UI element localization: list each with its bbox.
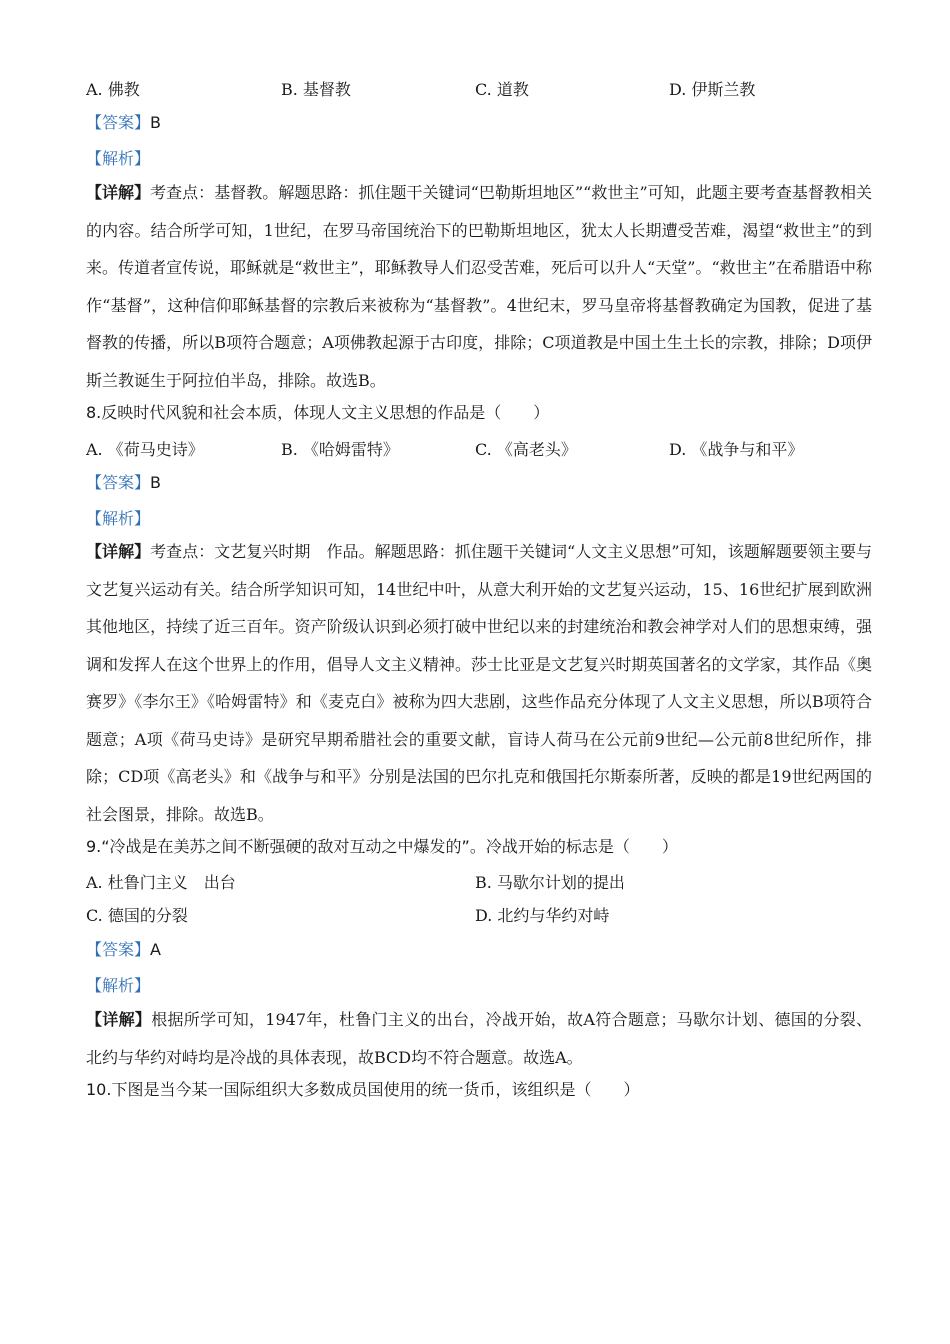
q7-option-b: B. 基督教 [281, 80, 351, 99]
q7-answer [86, 113, 161, 133]
q9-answer [86, 940, 161, 960]
q8-option-c: C. 《高老头》 [475, 440, 577, 459]
answer-value: A [150, 940, 161, 959]
q8-question: 8.反映时代风貌和社会本质，体现人文主义思想的作品是（ ） [86, 403, 550, 422]
q9-detail [86, 1001, 872, 1076]
q9-option-d: D. 北约与华约对峙 [475, 906, 610, 925]
q7-detail [86, 174, 872, 399]
q8-analysis-tag: 【解析】 [86, 509, 151, 528]
q8-option-b: B. 《哈姆雷特》 [281, 440, 399, 459]
detail-tag: 【详解】 [86, 183, 151, 202]
q9-option-b: B. 马歇尔计划的提出 [475, 873, 625, 892]
answer-value: B [150, 113, 161, 132]
q10-question: 10.下图是当今某一国际组织大多数成员国使用的统一货币，该组织是（ ） [86, 1080, 640, 1099]
detail-text: 考查点：基督教。解题思路：抓住题干关键词“巴勒斯坦地区”“救世主”可知，此题主要考查基督教相关的内容。结合所学可知，1世纪，在罗马帝国统治下的巴勒斯坦地区，犹太人长期遭受苦难，渴望“救世主”的到来。传道者宣传说，耶稣就是“救世主”，耶稣教导人们忍受苦难，死后可以升人“天堂”。“救世主”在希腊语中称作“基督”，这种信仰耶稣基督的宗教后来被称为“基督教”。4世纪末，罗马皇帝将基督教确定为国教，促进了基督教的传播，所以B项符合题意；A项佛教起源于古印度，排除；C项道教是中国土生土长的宗教，排除；D项伊斯兰教诞生于阿拉伯半岛，排除。故选B。 [86, 183, 872, 390]
q9-option-c: C. 德国的分裂 [86, 906, 188, 925]
q9-option-a: A. 杜鲁门主义 出台 [86, 873, 236, 892]
detail-tag: 【详解】 [86, 1010, 152, 1029]
q8-option-a: A. 《荷马史诗》 [86, 440, 204, 459]
q7-option-d: D. 伊斯兰教 [669, 80, 756, 99]
detail-text: 考查点：文艺复兴时期 作品。解题思路：抓住题干关键词“人文主义思想”可知，该题解题要领主要与文艺复兴运动有关。结合所学知识可知，14世纪中叶，从意大利开始的文艺复兴运动，15、16世纪扩展到欧洲其他地区，持续了近三百年。资产阶级认识到必须打破中世纪以来的封建统治和教会神学对人们的思想束缚，强调和发挥人在这个世界上的作用，倡导人文主义精神。莎士比亚是文艺复兴时期英国著名的文学家，其作品《奥赛罗》《李尔王》《哈姆雷特》和《麦克白》被称为四大悲剧，这些作品充分体现了人文主义思想，所以B项符合题意；A项《荷马史诗》是研究早期希腊社会的重要文献，盲诗人荷马在公元前9世纪—公元前8世纪所作，排除；CD项《高老头》和《战争与和平》分别是法国的巴尔扎克和俄国托尔斯泰所著，反映的都是19世纪两国的社会图景，排除。故选B。 [86, 542, 872, 824]
q7-option-c: C. 道教 [475, 80, 529, 99]
q8-detail [86, 533, 872, 833]
q8-option-d: D. 《战争与和平》 [669, 440, 804, 459]
answer-tag: 【答案】 [86, 940, 151, 959]
q9-question: 9.“冷战是在美苏之间不断强硬的敌对互动之中爆发的”。冷战开始的标志是（ ） [86, 837, 678, 856]
q7-analysis-tag: 【解析】 [86, 149, 151, 168]
answer-tag: 【答案】 [86, 473, 151, 492]
answer-tag: 【答案】 [86, 113, 151, 132]
q7-option-a: A. 佛教 [86, 80, 140, 99]
detail-text: 根据所学可知，1947年，杜鲁门主义的出台，冷战开始，故A符合题意；马歇尔计划、德国的分裂、北约与华约对峙均是冷战的具体表现，故BCD均不符合题意。故选A。 [86, 1010, 872, 1067]
q9-analysis-tag: 【解析】 [86, 976, 151, 995]
answer-value: B [150, 473, 161, 492]
detail-tag: 【详解】 [86, 542, 151, 561]
q8-answer [86, 473, 161, 493]
